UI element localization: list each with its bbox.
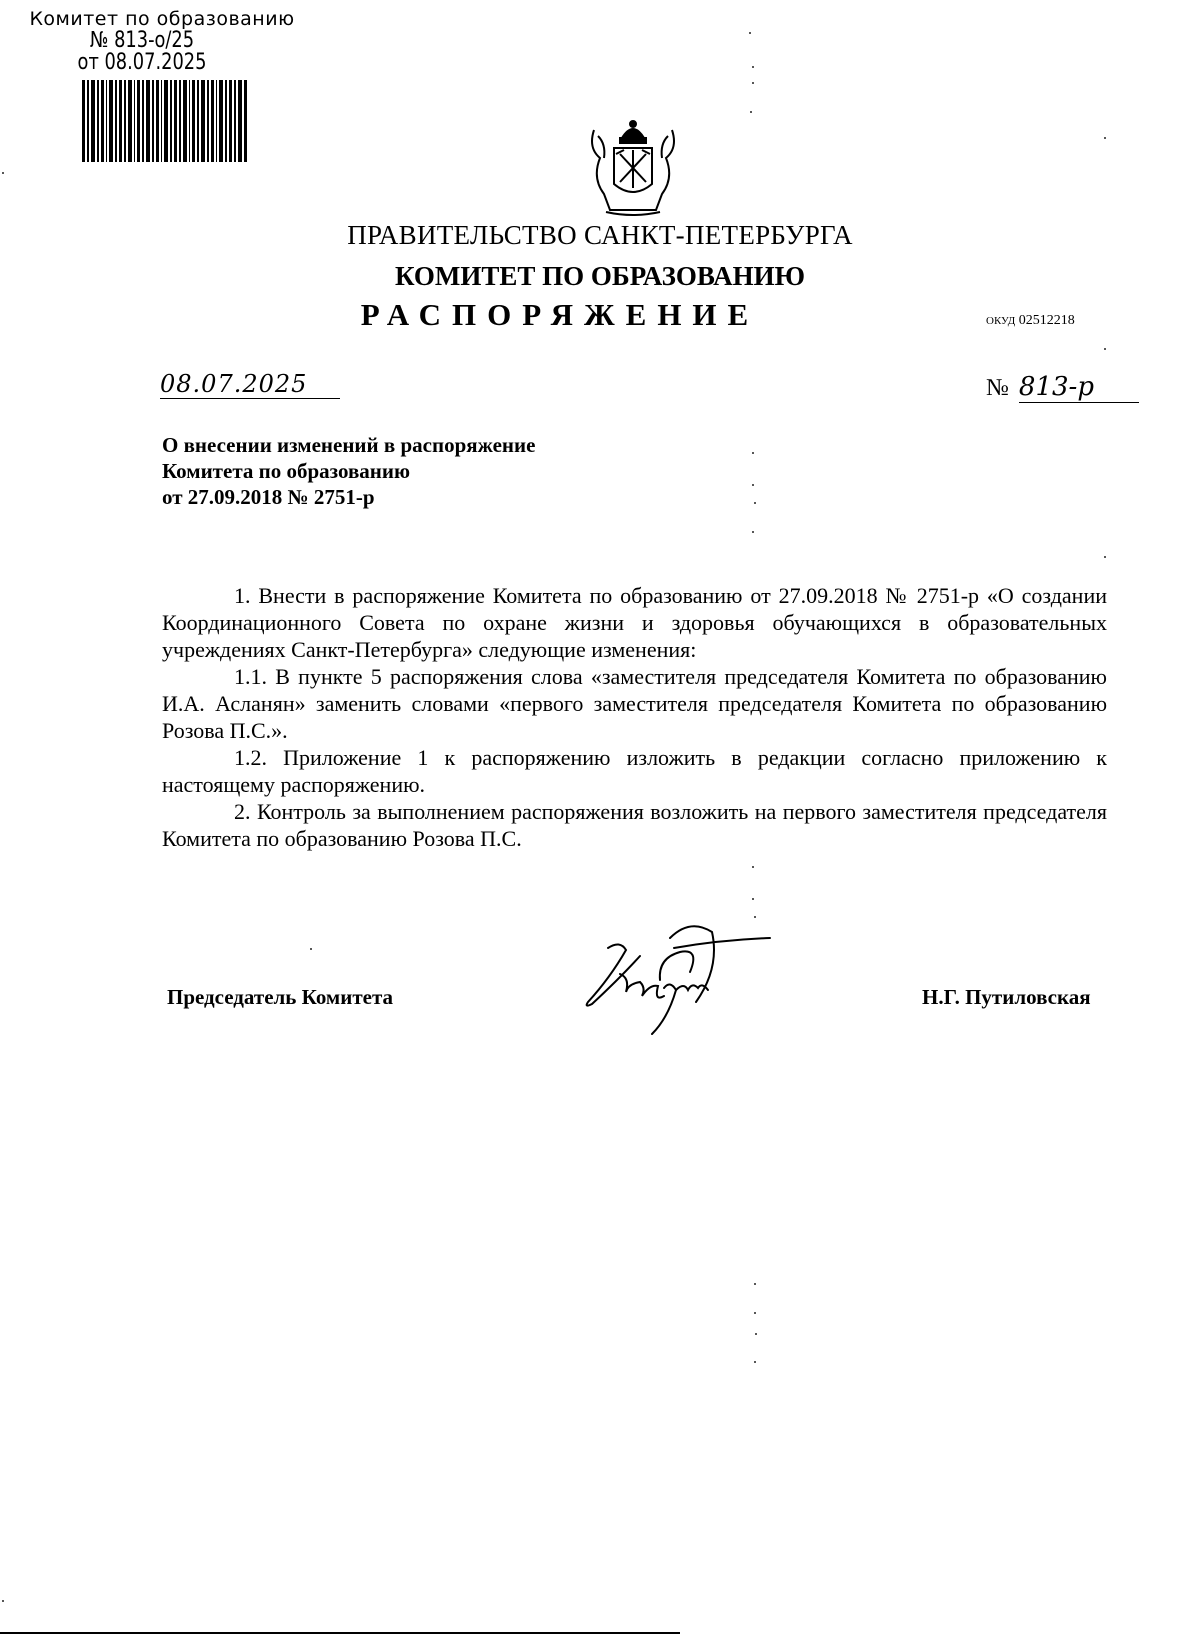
signatory-position: Председатель Комитета	[167, 985, 394, 1009]
document-date: 08.07.2025	[160, 370, 340, 399]
government-title: ПРАВИТЕЛЬСТВО САНКТ-ПЕТЕРБУРГА	[347, 220, 853, 250]
signatory-name: Н.Г. Путиловская	[922, 985, 1091, 1009]
subject-line: от 27.09.2018 № 2751-р	[162, 485, 375, 509]
document-subject	[162, 432, 535, 510]
subject-line: О внесении изменений в распоряжение	[162, 433, 536, 457]
okud-value: 02512218	[1018, 313, 1075, 328]
paragraph: 2. Контроль за выполнением распоряжения возложить на первого заместителя председателя Комитета по образованию Розова П.С.	[162, 799, 1107, 851]
coat-of-arms-icon	[586, 118, 680, 218]
okud-code	[986, 313, 1075, 329]
registration-stamp	[22, 8, 302, 74]
document-number	[986, 372, 1139, 403]
committee-title: КОМИТЕТ ПО ОБРАЗОВАНИЮ	[394, 261, 806, 291]
stamp-date: от 08.07.2025	[77, 50, 207, 75]
document-body	[162, 582, 1107, 852]
stamp-number: № 813-о/25	[89, 28, 195, 53]
subject-line: Комитета по образованию	[162, 459, 411, 483]
document-type: РАСПОРЯЖЕНИЕ	[360, 297, 760, 332]
stamp-org: Комитет по образованию	[29, 8, 295, 30]
page-edge-line	[0, 1632, 680, 1634]
paragraph: 1.2. Приложение 1 к распоряжению изложить в редакции согласно приложению к настоящему распоряжению.	[162, 745, 1107, 797]
number-sign: №	[986, 375, 1009, 401]
okud-label: ОКУД	[986, 315, 1016, 327]
paragraph: 1.1. В пункте 5 распоряжения слова «заместителя председателя Комитета по образованию И.А. Асланян» заменить словами «первого заместителя председателя Комитета по образованию Розова П.С.».	[162, 664, 1107, 743]
number-value: 813-р	[1019, 372, 1139, 403]
barcode	[82, 80, 247, 162]
handwritten-signature	[580, 918, 780, 1048]
paragraph: 1. Внести в распоряжение Комитета по образованию от 27.09.2018 № 2751-р «О создании Координационного Совета по охране жизни и здоровья обучающихся в образовательных учреждениях Санкт-Петербурга» следующие изменения:	[162, 583, 1107, 662]
